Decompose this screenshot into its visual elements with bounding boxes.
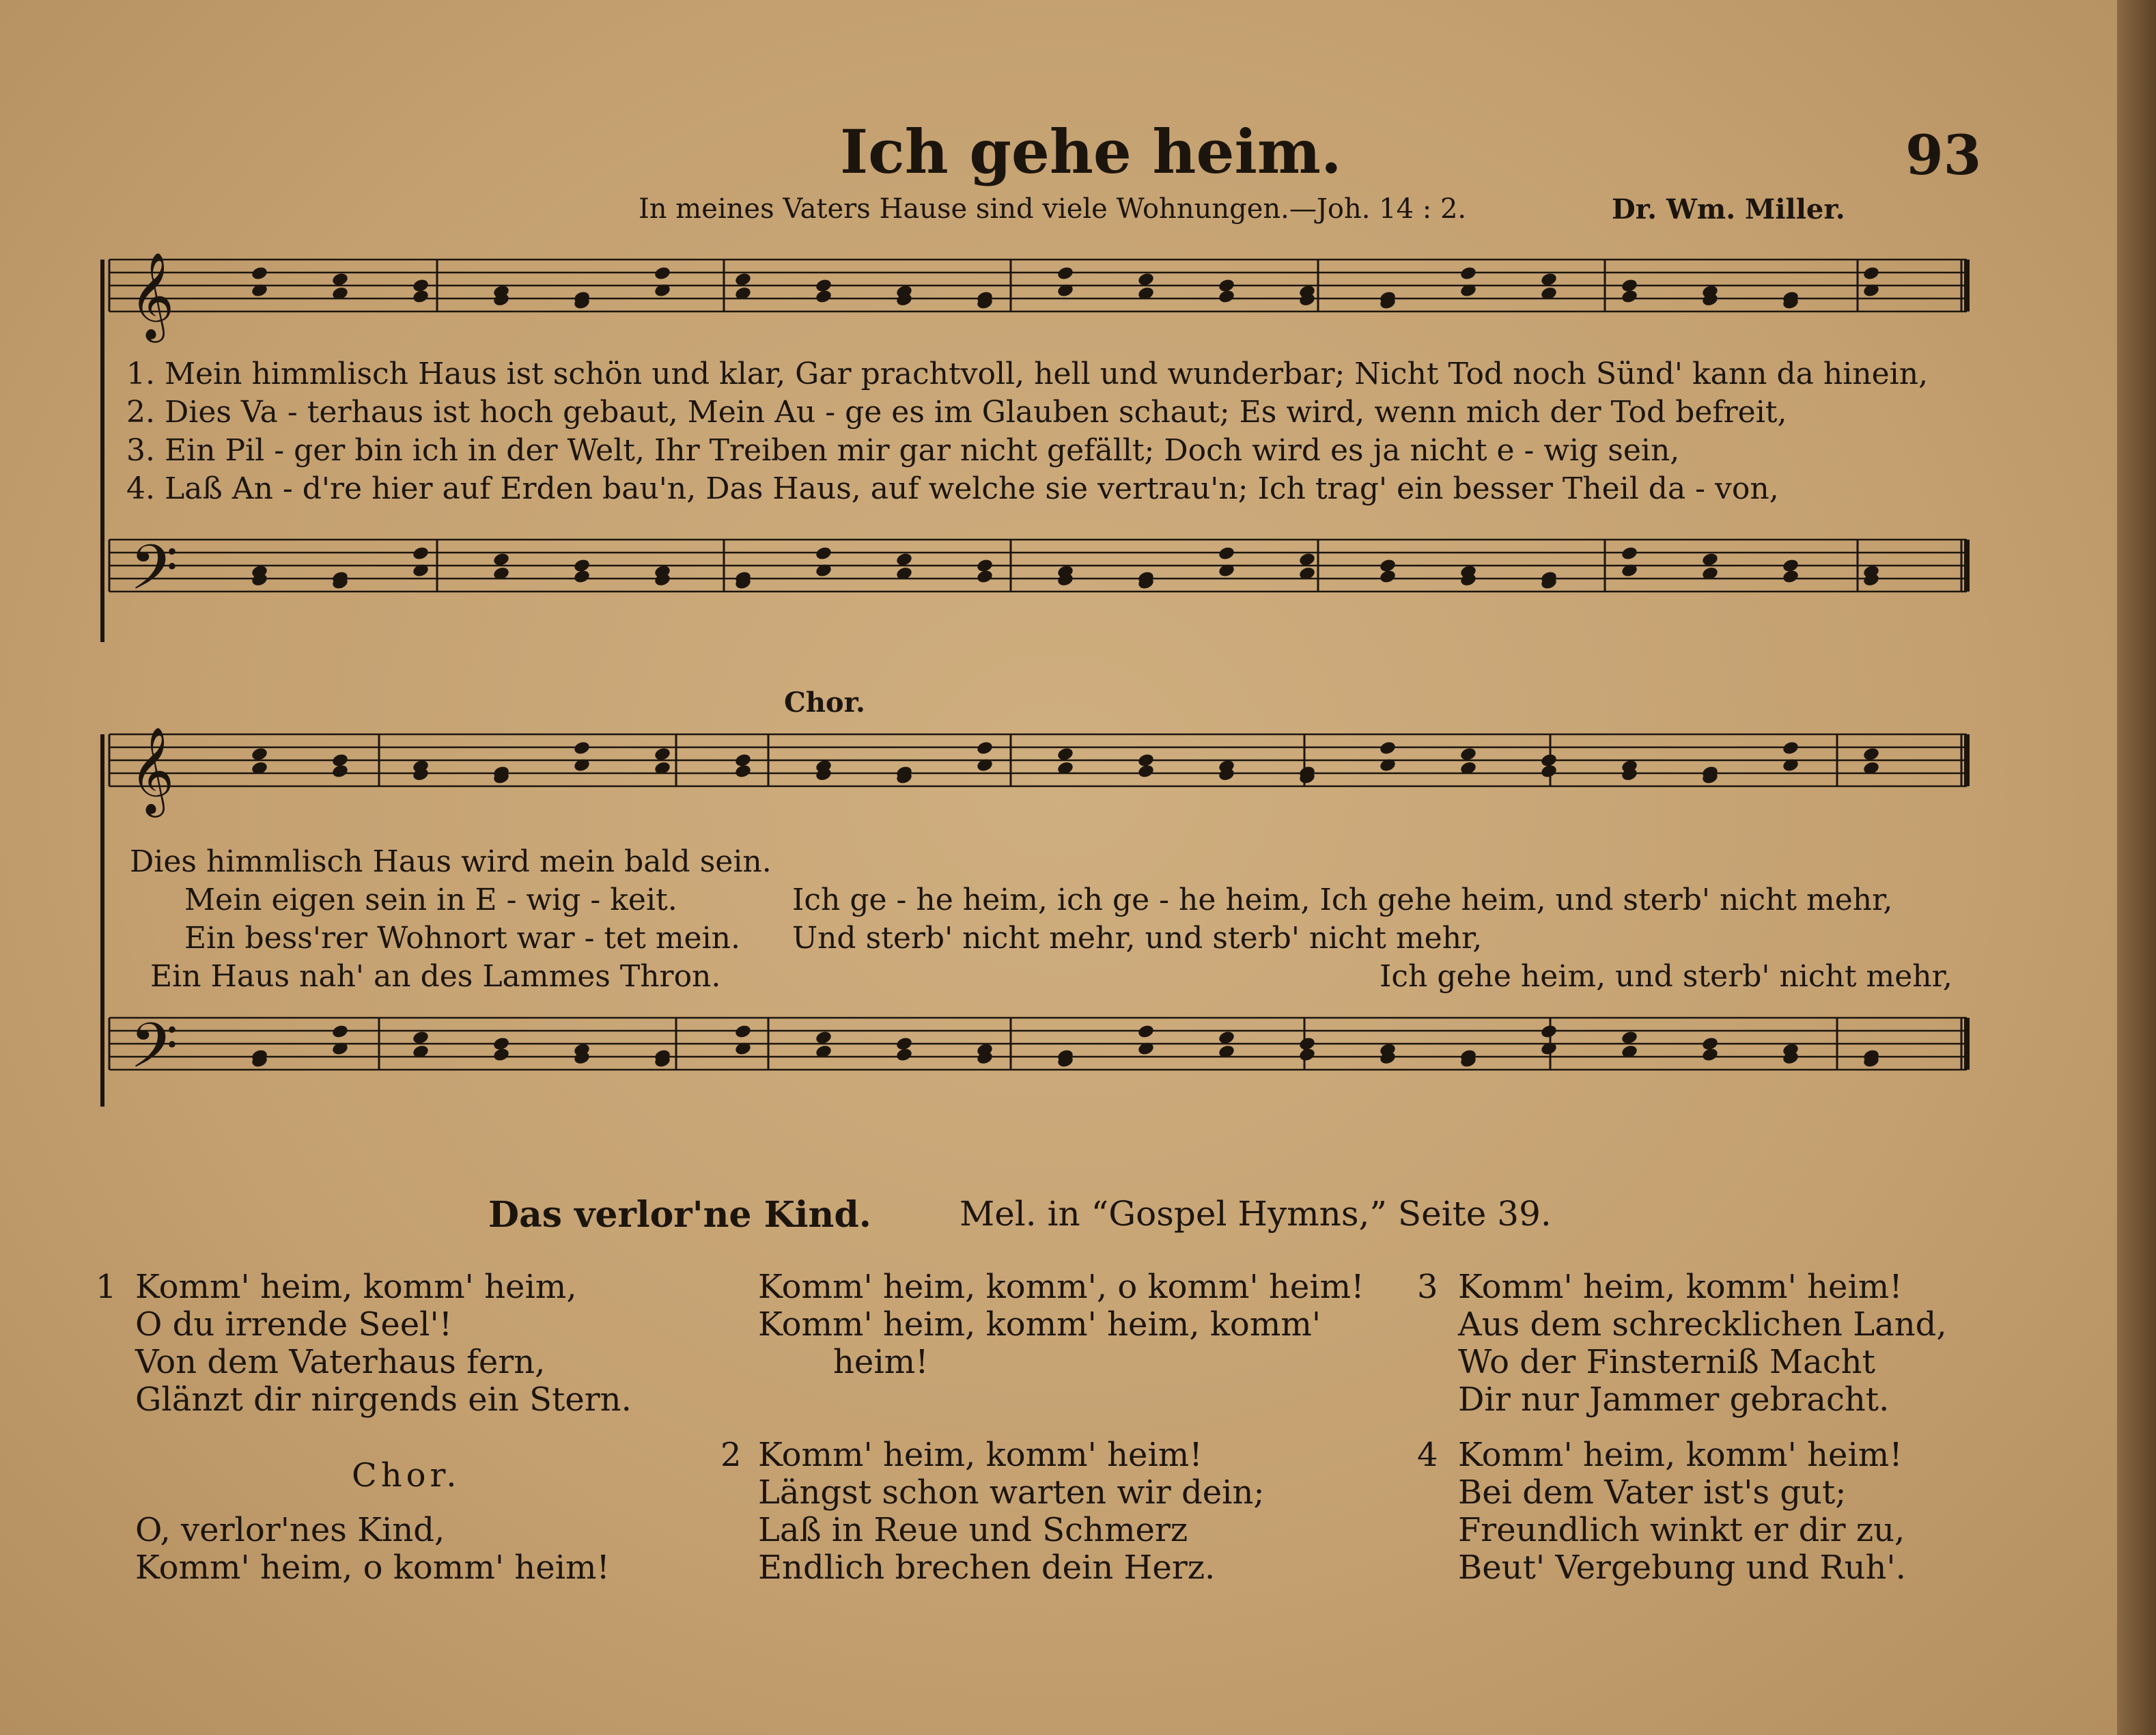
hymn-title: Ich gehe heim. [840,116,1342,187]
composer-credit: Dr. Wm. Miller. [1612,193,1845,225]
verse-line2-3: Ein bess'rer Wohnort war - tet mein. [184,921,740,956]
stanza-3-line: Dir nur Jammer gebracht. [1458,1380,1890,1419]
page-number: 93 [1905,123,1982,187]
svg-text:𝄢: 𝄢 [130,531,178,619]
stanza-2-line: Endlich brechen dein Herz. [758,1549,1216,1587]
stanza-4-line: Bei dem Vater ist's gut; [1458,1473,1847,1512]
stanza-2-line: Laß in Reue und Schmerz [758,1511,1188,1549]
hymn2-melody-note: Mel. in “Gospel Hymns,” Seite 39. [960,1194,1552,1234]
hymn2-chorus-label: Chor. [352,1456,461,1495]
hymn2-chorus-line: O, verlor'nes Kind, [135,1511,445,1549]
verse-line2-4: Ein Haus nah' an des Lammes Thron. [150,959,721,994]
refrain-line: heim! [833,1343,929,1381]
refrain-line: Komm' heim, komm', o komm' heim! [758,1268,1364,1306]
svg-text:𝄢: 𝄢 [130,1010,178,1097]
stanza-3-line: Wo der Finsterniß Macht [1458,1343,1875,1381]
chorus-line-3: Ich gehe heim, und sterb' nicht mehr, [1380,959,1952,994]
stanza-2-line: Längst schon warten wir dein; [758,1473,1265,1512]
verse-line2-1: Dies himmlisch Haus wird mein bald sein. [130,844,772,879]
stanza-1-line: Von dem Vaterhaus fern, [135,1343,546,1381]
verse-1-line: 1. Mein himmlisch Haus ist schön und klar, Gar prachtvoll, hell und wunderbar; Nicht Tod noch Sünd' kann da hinein, [126,357,1929,391]
verse-2-line: 2. Dies Va - terhaus ist hoch gebaut, Mein Au - ge es im Glauben schaut; Es wird, wenn mich der Tod befreit, [126,395,1787,430]
stanza-3-line: Komm' heim, komm' heim! [1458,1268,1903,1306]
stanza-3-line: Aus dem schrecklichen Land, [1458,1305,1947,1344]
svg-text:𝄞: 𝄞 [130,251,175,339]
scripture-reference: In meines Vaters Hause sind viele Wohnungen.—Joh. 14 : 2. [639,193,1467,225]
hymn2-chorus-line: Komm' heim, o komm' heim! [135,1549,610,1587]
stanza-4-number: 4 [1417,1436,1438,1474]
stanza-4-line: Freundlich winkt er dir zu, [1458,1511,1905,1549]
verse-4-line: 4. Laß An - d're hier auf Erden bau'n, Das Haus, auf welche sie vertrau'n; Ich trag' ein besser Theil da - von, [126,471,1779,506]
stanza-1-line: Glänzt dir nirgends ein Stern. [135,1380,632,1419]
hymn2-title: Das verlor'ne Kind. [488,1194,871,1236]
chorus-label: Chor. [784,686,865,719]
stanza-4-line: Komm' heim, komm' heim! [1458,1436,1903,1474]
chorus-line-2: Und sterb' nicht mehr, und sterb' nicht mehr, [792,921,1483,956]
svg-text:𝄞: 𝄞 [130,726,175,814]
stanza-3-number: 3 [1417,1268,1438,1306]
stanza-1-line: Komm' heim, komm' heim, [135,1268,577,1306]
stanza-1-line: O du irrende Seel'! [135,1305,452,1344]
verse-3-line: 3. Ein Pil - ger bin ich in der Welt, Ihr Treiben mir gar nicht gefällt; Doch wird es ja nicht e - wig sein, [126,433,1680,468]
chorus-line-1: Ich ge - he heim, ich ge - he heim, Ich gehe heim, und sterb' nicht mehr, [792,883,1893,917]
stanza-4-line: Beut' Vergebung und Ruh'. [1458,1549,1906,1587]
stanza-1-number: 1 [96,1268,117,1306]
refrain-line: Komm' heim, komm' heim, komm' [758,1305,1321,1344]
stanza-2-number: 2 [720,1436,742,1474]
verse-line2-2: Mein eigen sein in E - wig - keit. [184,883,677,917]
stanza-2-line: Komm' heim, komm' heim! [758,1436,1203,1474]
